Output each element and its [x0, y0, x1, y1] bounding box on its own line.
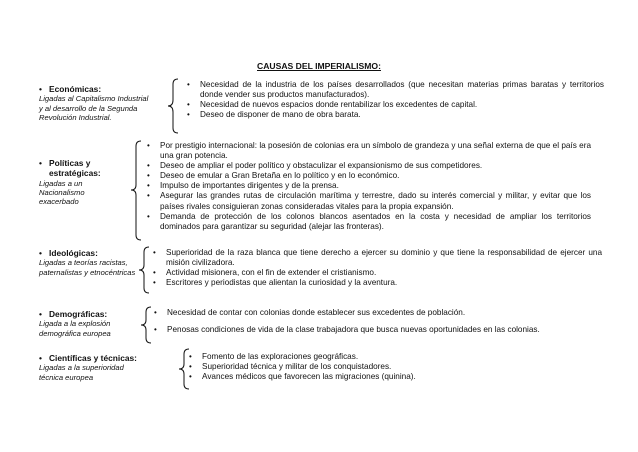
list-item: • Escritores y periodistas que alientan la curiosidad y la aventura.	[153, 278, 398, 288]
bullet-icon: •	[154, 308, 157, 317]
section-subtitle: Ligadas a la superioridad técnica europea	[39, 363, 124, 382]
bullet-icon: •	[187, 100, 190, 110]
bullet-icon: •	[189, 362, 192, 372]
list-item: • Demanda de protección de los colonos blancos asentados en la costa y necesidad de ampliar los territorios dominados para garantizar su seguridad (alejar las fronteras).	[147, 211, 591, 231]
bullet-icon: •	[147, 171, 150, 181]
bullet-icon: •	[187, 110, 190, 120]
bullet-icon: •	[153, 248, 156, 257]
bullet-icon: •	[147, 161, 150, 171]
list-item: • Necesidad de contar con colonias donde establecer sus excedentes de población.	[154, 308, 466, 317]
list-item: • Necesidad de nuevos espacios donde rentabilizar los excedentes de capital.	[187, 100, 478, 110]
item-list	[144, 141, 591, 232]
section-label	[39, 248, 144, 277]
list-item: • Superioridad de la raza blanca que tiene derecho a ejercer su dominio y que tiene la responsabilidad de ejercer una misión civilizadora.	[153, 248, 602, 268]
list-item: • Asegurar las grandes rutas de circulación marítima y terrestre, dado su interés comercial y militar, y evitar que los países rivales consiguieran zonas consideradas vitales para la propia expansión.	[147, 191, 591, 211]
bullet-icon: •	[187, 80, 190, 89]
list-item: • Penosas condiciones de vida de la clase trabajadora que busca nuevas oportunidades en las colonias.	[154, 325, 540, 335]
bullet-icon: •	[39, 158, 42, 168]
list-item: • Impulso de importantes dirigentes y de la prensa.	[147, 181, 339, 191]
section-label	[39, 309, 144, 338]
brace-icon	[130, 140, 142, 241]
bullet-icon: •	[189, 372, 192, 382]
list-item: • Necesidad de la industria de los países desarrollados (que necesitan materias primas baratas y territorios donde vender sus productos manufacturados).	[187, 80, 604, 100]
list-item: • Deseo de emular a Gran Bretaña en lo político y en lo económico.	[147, 171, 400, 181]
list-item: • Deseo de disponer de mano de obra barata.	[187, 110, 361, 120]
bullet-icon: •	[154, 325, 157, 335]
list-item: • Actividad misionera, con el fin de extender el cristianismo.	[153, 268, 377, 278]
bullet-icon: •	[147, 191, 150, 201]
section-heading: Demográficas:	[49, 309, 108, 319]
bullet-icon: •	[153, 268, 156, 278]
bullet-icon: •	[39, 353, 42, 363]
item-list	[150, 248, 602, 288]
bullet-icon: •	[147, 211, 150, 221]
section-heading: Políticas y estratégicas:	[49, 158, 101, 179]
bullet-icon: •	[153, 278, 156, 288]
brace-icon	[138, 246, 150, 294]
page-title: CAUSAS DEL IMPERIALISMO:	[257, 61, 381, 71]
section-label	[39, 353, 179, 382]
bullet-icon: •	[39, 248, 42, 258]
bullet-icon: •	[147, 141, 150, 150]
bullet-icon: •	[39, 84, 42, 94]
bullet-icon: •	[189, 352, 192, 361]
section-subtitle: Ligadas a un Nacionalismo exacerbado	[39, 178, 85, 207]
section-label	[39, 84, 149, 122]
item-list	[151, 308, 611, 338]
bullet-icon: •	[147, 181, 150, 191]
brace-icon	[167, 78, 179, 134]
list-item: • Deseo de ampliar el poder político y obstaculizar el expansionismo de sus competidores.	[147, 161, 483, 171]
section-subtitle: Ligada a la explosión demográfica europea	[39, 319, 111, 338]
section-subtitle: Ligadas a teorías racistas, paternalistas y etnocéntricas	[39, 258, 136, 277]
section-label	[39, 158, 139, 206]
section-heading: Económicas:	[49, 84, 102, 94]
item-list	[184, 80, 604, 120]
section-heading: Científicas y técnicas:	[49, 353, 137, 363]
bullet-icon: •	[39, 309, 42, 319]
section-heading: Ideológicas:	[49, 248, 98, 258]
list-item: • Por prestigio internacional: la posesión de colonias era un símbolo de grandeza y una señal externa de que el país era una gran potencia.	[147, 141, 591, 161]
item-list	[186, 352, 606, 382]
list-item: • Fomento de las exploraciones geográficas.	[189, 352, 359, 361]
section-subtitle: Ligadas al Capitalismo Industrial y al desarrollo de la Segunda Revolución Industrial.	[39, 94, 149, 122]
list-item: • Superioridad técnica y militar de los conquistadores.	[189, 362, 392, 372]
list-item: • Avances médicos que favorecen las migraciones (quinina).	[189, 372, 416, 382]
